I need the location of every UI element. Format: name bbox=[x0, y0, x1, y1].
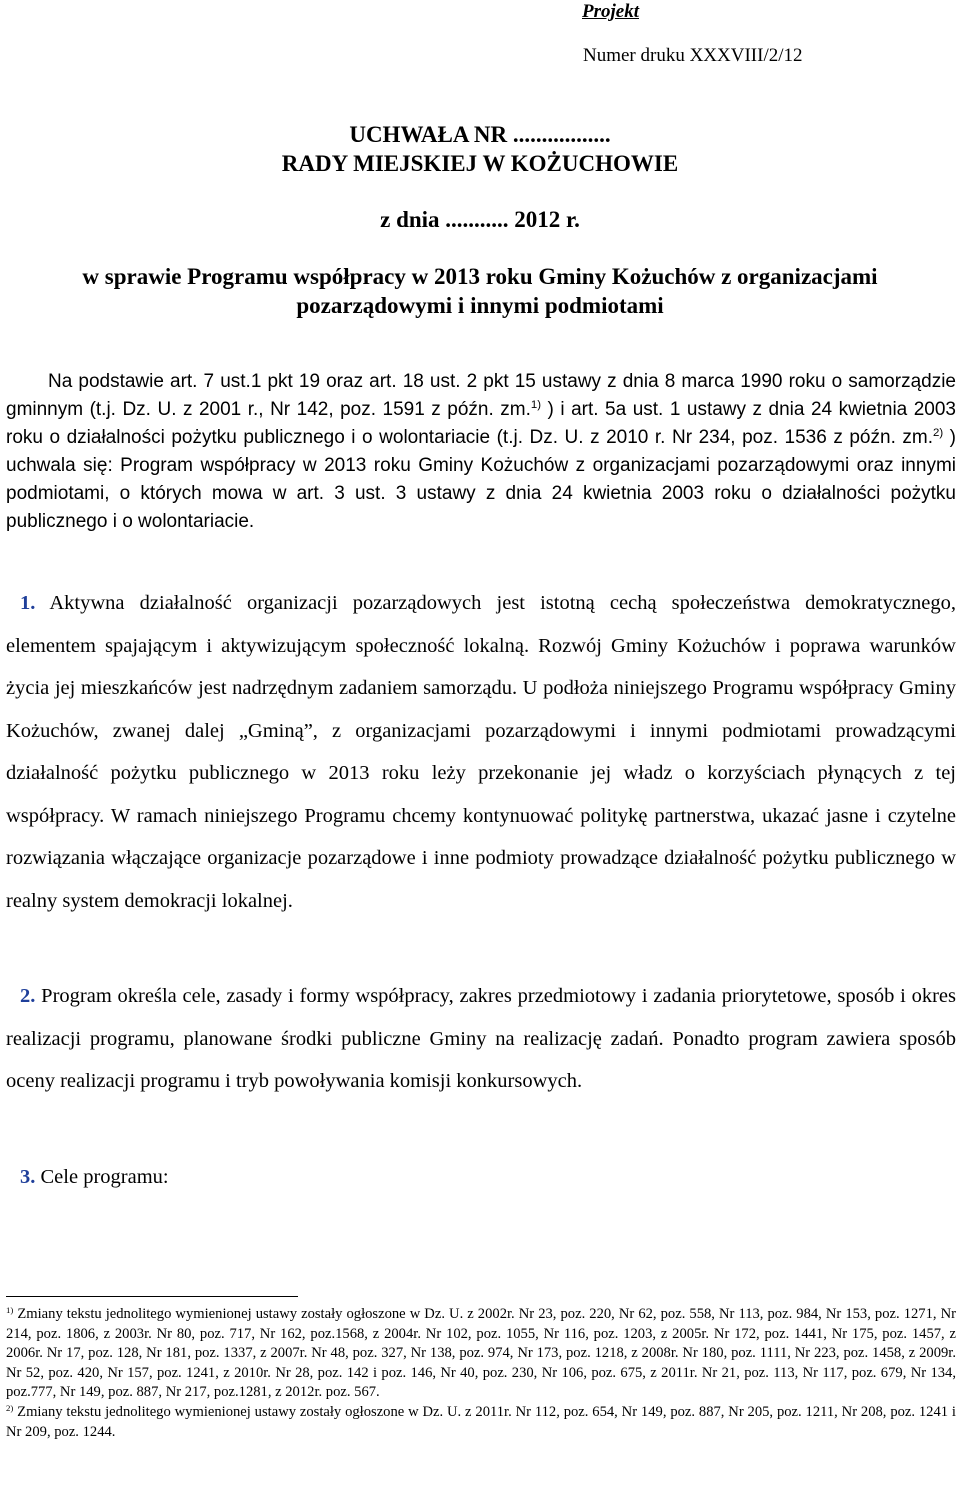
footnote-2 bbox=[6, 1403, 956, 1442]
footnotes bbox=[6, 1305, 956, 1442]
draft-label: Projekt bbox=[582, 1, 639, 22]
preamble-text-1: Na podstawie art. 7 ust.1 pkt 19 oraz art. 18 ust. 2 pkt 15 ustawy z dnia 8 marca 1990 roku o samorządzie gminnym (t.j. Dz. U. z 2001 r., Nr 142, poz. 1591 z późn. zm. bbox=[6, 371, 956, 420]
preamble-text-3: ) uchwala się: Program współpracy w 2013 roku Gminy Kożuchów z organizacjami pozarządowymi oraz innymi podmiotami, o których mowa w art. 3 ust. 3 ustawy z dnia 24 kwietnia 2003 roku o działalności pożytku publicznego i o wolontariacie. bbox=[6, 427, 957, 532]
preamble-text-2: ) i art. 5a ust. 1 ustawy z dnia 24 kwietnia 2003 roku o działalności pożytku publicznego i o wolontariacie (t.j. Dz. U. z 2010 r. Nr 234, poz. 1536 z późn. zm. bbox=[6, 399, 957, 448]
footnote-ref-2[interactable]: 2) bbox=[933, 427, 944, 440]
council-name: RADY MIEJSKIEJ W KOŻUCHOWIE bbox=[281, 151, 679, 176]
footnote-text: Zmiany tekstu jednolitego wymienionej ustawy zostały ogłoszone w Dz. U. z 2011r. Nr 112, poz. 654, Nr 149, poz. 887, Nr 205, poz. 1211, Nr 208, poz. 1241 i Nr 209, poz. 1244. bbox=[6, 1403, 956, 1440]
footnote-marker: 1) bbox=[6, 1304, 14, 1315]
section-text: Program określa cele, zasady i formy współpracy, zakres przedmiotowy i zadania priorytetowe, sposób i okres realizacji programu, planowane środki publiczne Gminy na realizację zadań. Ponadto program zawiera sposób oceny realizacji programu i tryb powoływania komisji konkursowych. bbox=[6, 985, 956, 1092]
resolution-date: z dnia ........... 2012 r. bbox=[380, 207, 580, 232]
resolution-subject-line-2: pozarządowymi i innymi podmiotami bbox=[296, 293, 664, 318]
footnote-marker: 2) bbox=[6, 1402, 14, 1413]
resolution-number: UCHWAŁA NR ................. bbox=[349, 122, 611, 147]
section-3 bbox=[6, 1156, 956, 1199]
section-marker: 3. bbox=[20, 1166, 36, 1188]
footnote-text: Zmiany tekstu jednolitego wymienionej ustawy zostały ogłoszone w Dz. U. z 2002r. Nr 23, poz. 220, Nr 62, poz. 558, Nr 113, poz. 984, Nr 153, poz. 1271, Nr 214, poz. 1806, z 2003r. Nr 80, poz. 717, Nr 162, poz.1568, z 2004r. Nr 102, poz. 1055, Nr 116, poz. 1203, z 2005r. Nr 172, poz. 1441, Nr 175, poz. 1457, z 2006r. Nr 17, poz. 128, Nr 181, poz. 1337, z 2007r. Nr 48, poz. 327, Nr 138, poz. 974, Nr 173, poz. 1218, z 2008r. Nr 180, poz. 1111, Nr 223, poz. 1458, z 2009r. Nr 52, poz. 420, Nr 157, poz. 1241, z 2010r. Nr 28, poz. 142 i poz. 146, Nr 40, poz. 230, Nr 106, poz. 675, z 2011r. Nr 21, poz. 113, Nr 117, poz. 679, Nr 134, poz.777, Nr 149, poz. 887, Nr 217, poz.1281, z 2012r. poz. 567. bbox=[6, 1306, 956, 1401]
section-text: Aktywna działalność organizacji pozarządowych jest istotną cechą społeczeństwa demokratycznego, elementem spajającym i aktywizującym społeczność lokalną. Rozwój Gminy Kożuchów i poprawa warunków życia jej mieszkańców jest nadrzędnym zadaniem samorządu. U podłoża niniejszego Programu współpracy Gminy Kożuchów, zwanej dalej „Gminą”, z organizacjami pozarządowymi i innymi podmiotami prowadzącymi działalność pożytku publicznego w 2013 roku leży przekonanie jej władz o korzyściach płynących z tej współpracy. W ramach niniejszego Programu chcemy kontynuować politykę partnerstwa, ukazać jasne i czytelne rozwiązania włączające organizacje pozarządowe i inne podmioty prowadzące działalność pożytku publicznego w realny system demokracji lokalnej. bbox=[6, 592, 957, 912]
section-text: Cele programu: bbox=[40, 1166, 169, 1188]
preamble bbox=[6, 368, 956, 536]
footnote-divider bbox=[6, 1296, 298, 1297]
section-marker: 1. bbox=[20, 592, 36, 614]
resolution-subject-line-1: w sprawie Programu współpracy w 2013 roku Gminy Kożuchów z organizacjami bbox=[82, 264, 878, 289]
section-1 bbox=[6, 582, 956, 922]
footnote-ref-1[interactable]: 1) bbox=[530, 399, 542, 412]
print-number: Numer druku XXXVIII/2/12 bbox=[583, 45, 803, 66]
footnote-1 bbox=[6, 1305, 956, 1403]
section-marker: 2. bbox=[20, 985, 36, 1007]
section-2 bbox=[6, 975, 956, 1103]
